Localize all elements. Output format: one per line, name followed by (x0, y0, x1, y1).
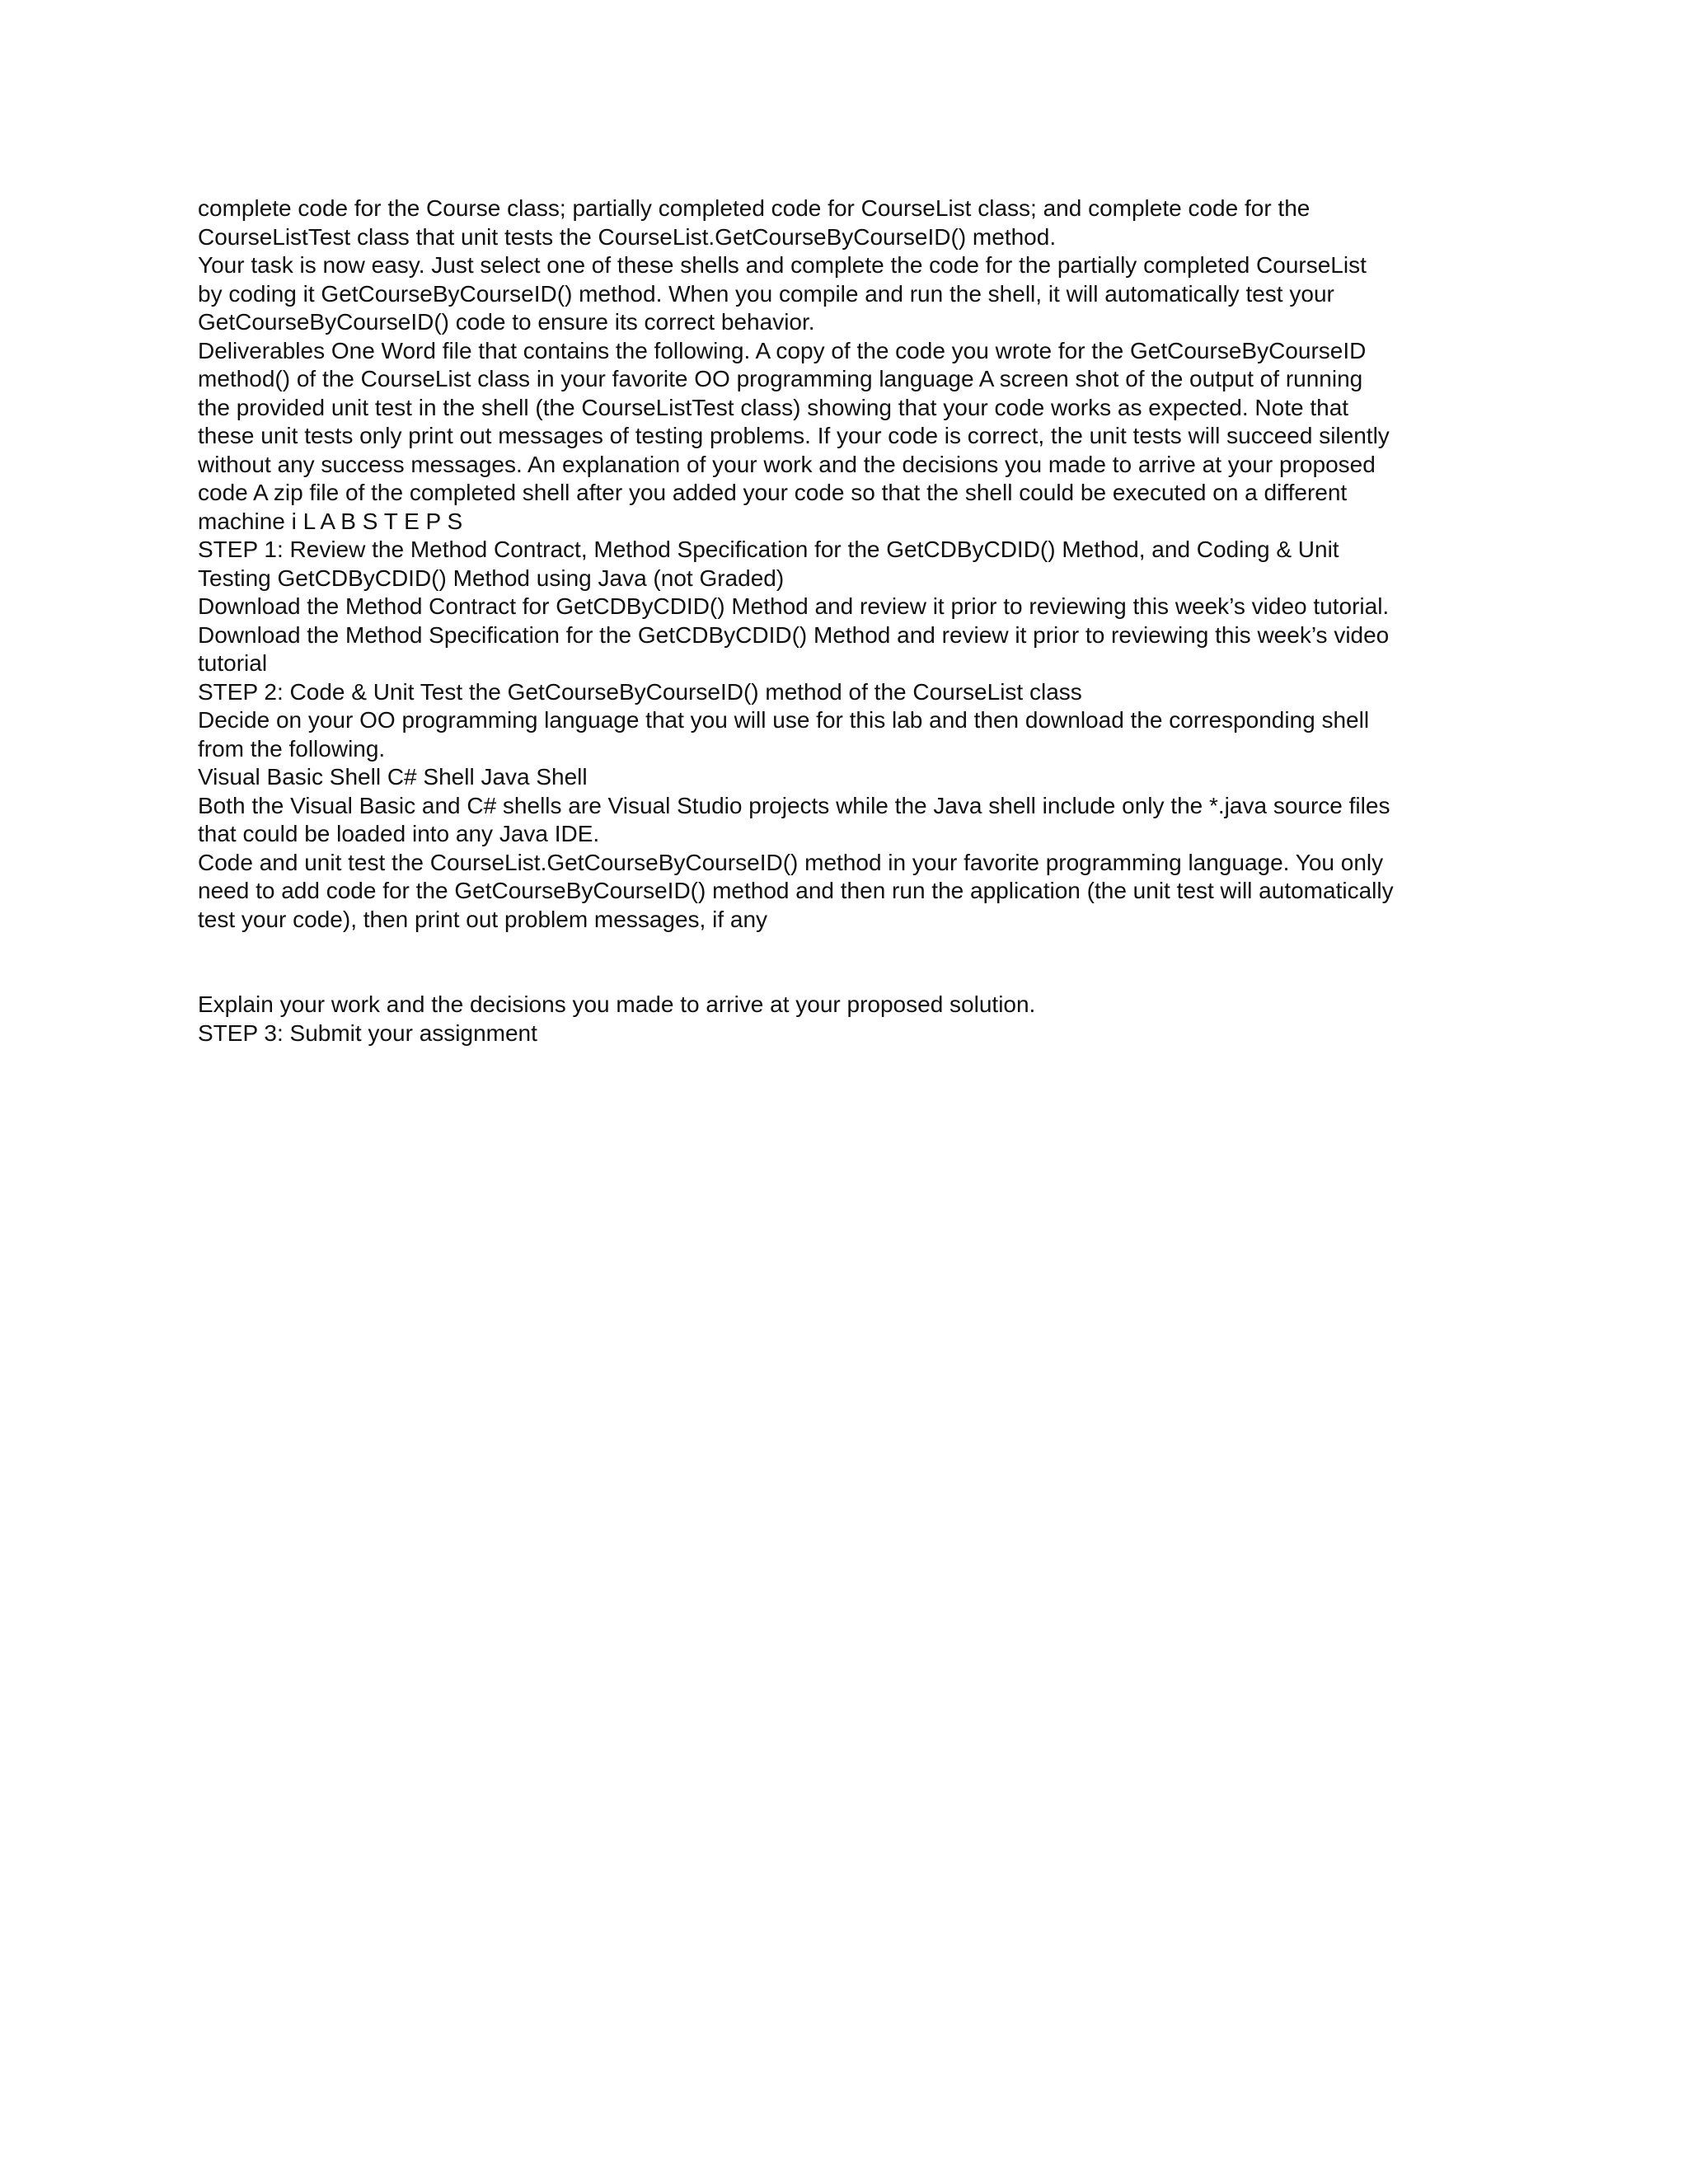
step-3-heading: STEP 3: Submit your assignment (198, 1019, 537, 1046)
text-line: tutorial (198, 650, 268, 676)
paragraph-gap (198, 934, 1500, 991)
text-line: by coding it GetCourseByCourseID() method. When you compile and run the shell, it will automatically test your (198, 280, 1334, 307)
shell-list: Visual Basic Shell C# Shell Java Shell (198, 764, 588, 790)
step-2-heading: STEP 2: Code & Unit Test the GetCourseByCourseID() method of the CourseList class (198, 678, 1082, 705)
text-line: GetCourseByCourseID() code to ensure its correct behavior. (198, 309, 815, 335)
text-line: Download the Method Specification for the GetCDByCDID() Method and review it prior to reviewing this week’s video (198, 621, 1390, 648)
text-line: these unit tests only print out messages of testing problems. If your code is correct, the unit tests will succeed silently (198, 423, 1390, 448)
text-line: Download the Method Contract for GetCDByCDID() Method and review it prior to reviewing this week’s video tutorial. (198, 593, 1390, 619)
text-line: from the following. (198, 735, 386, 762)
text-line: Deliverables One Word file that contains the following. A copy of the code you wrote for the GetCourseByCourseID (198, 337, 1367, 363)
text-line: the provided unit test in the shell (the CourseListTest class) showing that your code works as expected. Note that (198, 394, 1349, 420)
document-body (198, 194, 1500, 1047)
text-line: method() of the CourseList class in your favorite OO programming language A screen shot of the output of running (198, 366, 1363, 391)
text-line: need to add code for the GetCourseByCourseID() method and then run the application (the unit test will automatically (198, 878, 1394, 903)
text-line: Both the Visual Basic and C# shells are Visual Studio projects while the Java shell include only the *.java source files (198, 792, 1390, 818)
text-line: complete code for the Course class; partially completed code for CourseList class; and complete code for the (198, 195, 1311, 221)
text-line: Explain your work and the decisions you made to arrive at your proposed solution. (198, 991, 1036, 1017)
text-line: Your task is now easy. Just select one of these shells and complete the code for the partially completed CourseList (198, 252, 1367, 278)
text-line: Decide on your OO programming language that you will use for this lab and then download the corresponding shell (198, 707, 1370, 733)
text-line: Testing GetCDByCDID() Method using Java (not Graded) (198, 565, 785, 591)
text-line: machine i L A B S T E P S (198, 508, 463, 534)
text-line: that could be loaded into any Java IDE. (198, 821, 600, 846)
text-line: code A zip file of the completed shell after you added your code so that the shell could be executed on a different (198, 480, 1348, 505)
text-line: CourseListTest class that unit tests the CourseList.GetCourseByCourseID() method. (198, 223, 1057, 250)
text-line: without any success messages. An explanation of your work and the decisions you made to arrive at your proposed (198, 451, 1376, 477)
text-line: test your code), then print out problem messages, if any (198, 906, 768, 932)
text-line: Code and unit test the CourseList.GetCourseByCourseID() method in your favorite programming language. You only (198, 849, 1384, 875)
step-1-heading: STEP 1: Review the Method Contract, Method Specification for the GetCDByCDID() Method, and Coding & Unit (198, 537, 1339, 562)
